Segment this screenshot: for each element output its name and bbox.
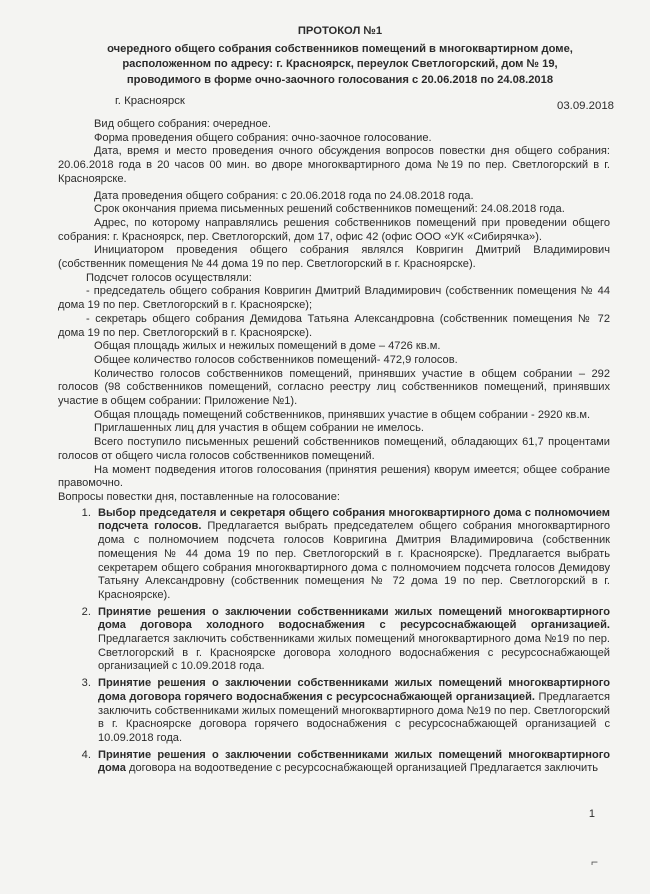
agenda-item-title: Принятие решения о заключении собственниками жилых помещений многоквартирного дома	[98, 748, 610, 775]
agenda-item-title: Принятие решения о заключении собственниками жилых помещений многоквартирного дома договора горячего водоснабжения с ресурсоснабжающей организацией.	[98, 677, 610, 703]
invited-persons: Приглашенных лиц для участия в общем собрании не имелось.	[94, 422, 424, 435]
agenda-list	[58, 507, 610, 776]
initiator: Инициатором проведения общего собрания являлся Ковригин Дмитрий Владимирович (собственник помещения № 44 дома 19 по пер. Светлогорский в г. Красноярске).	[58, 244, 610, 271]
agenda-item-text: Предлагается заключить собственниками жилых помещений многоквартирного дома №19 по пер. Светлогорский в г. Красноярске договора горячего водоснабжения с ресурсоснабжающей организацией с 10.09.2018 года.	[98, 690, 610, 744]
header-line-1: очередного общего собрания собственников помещений в многоквартирном доме,	[107, 43, 573, 56]
place: г. Красноярск	[115, 95, 185, 107]
agenda-item	[94, 749, 610, 776]
vote-counters-heading: Подсчет голосов осуществляли:	[86, 271, 252, 284]
participating-votes: Количество голосов собственников помещений, принявших участие в общем собрании – 292 голосов (98 собственников помещений, согласно реестру лиц собственников помещений, принявших участие в общем собрании: Приложение №1).	[58, 367, 610, 408]
meeting-form: Форма проведения общего собрания: очно-заочное голосование.	[94, 131, 432, 144]
agenda-item-title: Принятие решения о заключении собственниками жилых помещений многоквартирного дома договора холодного водоснабжения с ресурсоснабжающей организацией.	[98, 605, 610, 632]
participating-area: Общая площадь помещений собственников, принявших участие в общем собрании - 2920 кв.м.	[94, 408, 591, 421]
protocol-header	[60, 24, 620, 88]
handwritten-mark: ⌐	[590, 855, 598, 869]
meeting-type: Вид общего собрания: очередное.	[94, 118, 271, 130]
decisions-deadline: Срок окончания приема письменных решений собственников помещений: 24.08.2018 года.	[94, 203, 565, 216]
protocol-title: ПРОТОКОЛ №1	[297, 25, 383, 37]
page-number: 1	[588, 808, 595, 820]
total-votes: Общее количество голосов собственников помещений- 472,9 голосов.	[94, 353, 458, 366]
meeting-period: Дата проведения общего собрания: с 20.06.2018 года по 24.08.2018 года.	[94, 189, 474, 202]
agenda-item-text: Предлагается выбрать председателем общего собрания многоквартирного дома с полномочием подсчета голосов Ковригина Дмитрия Владимировича (собственник помещения № 44 дома 19 по пер. Светлогорский в г. Красноярске). Предлагается выбрать секретарем общего собрания многоквартирного дома с полномочием подсчета голосов Демидову Татьяну Александровну (собственник помещения № 72 дома 19 по пер. Светлогорский в г. Красноярске).	[98, 520, 610, 601]
protocol-body	[58, 118, 610, 779]
total-area: Общая площадь жилых и нежилых помещений в доме – 4726 кв.м.	[94, 340, 441, 353]
meeting-date-place: Дата, время и место проведения очного обсуждения вопросов повестки дня общего собрания: 20.06.2018 года в 20 часов 00 мин. во дворе многоквартирного дома №19 по пер. Светлогорский в г. Красноярске.	[58, 145, 610, 185]
quorum: На момент подведения итогов голосования (принятия решения) кворум имеется; общее собрание правомочно.	[58, 463, 610, 490]
agenda-item-text: договора на водоотведение с ресурсоснабжающей организацией Предлагается заключить	[125, 762, 599, 775]
decisions-address: Адрес, по которому направлялись решения собственников помещений при проведении общего собрания: г. Красноярск, пер. Светлогорский, дом 17, офис 42 (офис ООО «УК «Сибирячка»).	[58, 216, 610, 243]
agenda-heading: Вопросы повестки дня, поставленные на голосование:	[58, 490, 341, 503]
header-line-2: расположенном по адресу: г. Красноярск, переулок Светлогорский, дом № 19,	[122, 58, 558, 71]
secretary: - секретарь общего собрания Демидова Татьяна Александровна (собственник помещения № 72 дома 19 по пер. Светлогорский в г. Красноярске).	[58, 312, 610, 339]
header-line-3: проводимого в форме очно-заочного голосования с 20.06.2018 по 24.08.2018	[126, 73, 554, 86]
written-decisions: Всего поступило письменных решений собственников помещений, обладающих 61,7 процентами голосов от общего числа голосов собственников помещений.	[58, 436, 610, 462]
agenda-item-title: Выбор председателя и секретаря общего собрания многоквартирного дома с полномочием подсчета голосов.	[98, 506, 610, 533]
agenda-item-text: Предлагается заключить собственниками жилых помещений многоквартирного дома №19 по пер. Светлогорский в г. Красноярске договора холодного водоснабжения с ресурсоснабжающей организацией с 10.09.2018 года.	[98, 633, 610, 673]
agenda-item	[94, 677, 610, 746]
agenda-item	[94, 507, 610, 603]
agenda-item	[94, 606, 610, 675]
chairman: - председатель общего собрания Ковригин Дмитрий Владимирович (собственник помещения № 44 дома 19 по пер. Светлогорский в г. Красноярске);	[58, 285, 610, 312]
document-date: 03.09.2018	[556, 100, 614, 112]
